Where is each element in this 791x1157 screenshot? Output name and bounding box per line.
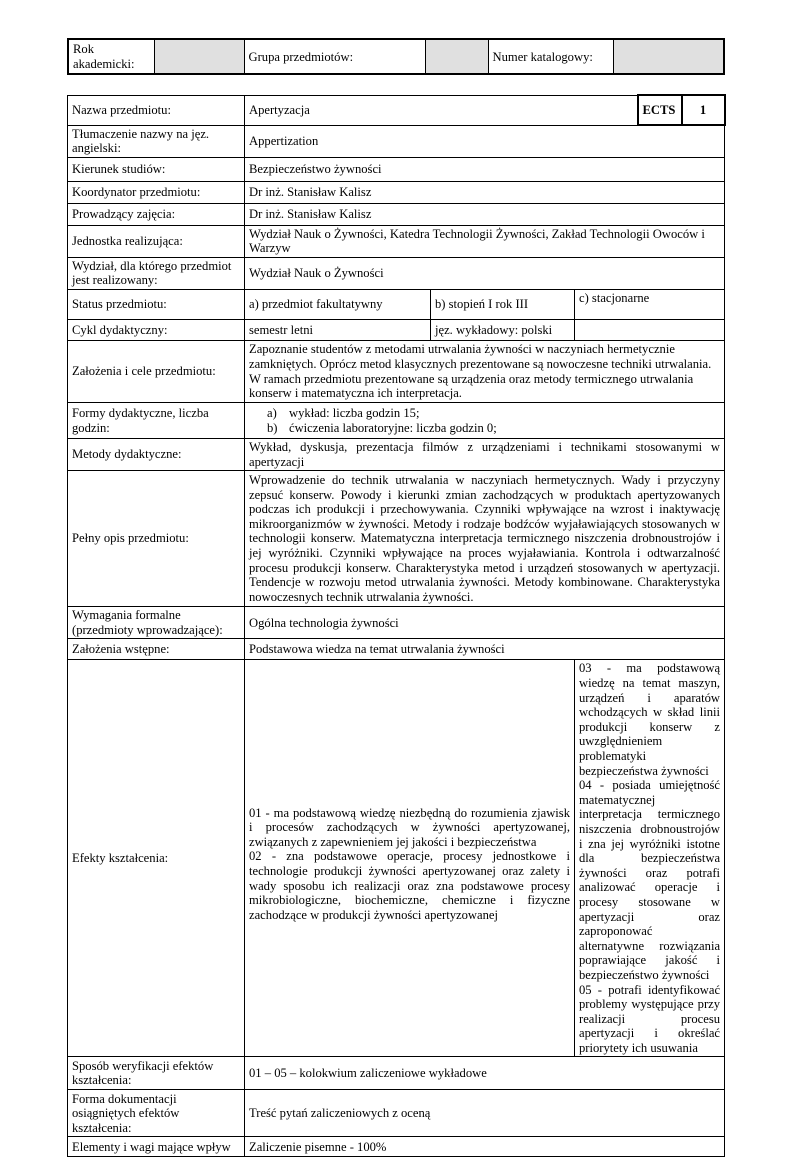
kierunek-value: Bezpieczeństwo żywności [245,157,725,181]
zalozenia-wstepne-label: Założenia wstępne: [68,639,245,660]
efekty-label: Efekty kształcenia: [68,660,245,1057]
grupa-przedmiotow-label: Grupa przedmiotów: [244,39,425,74]
ects-value: 1 [682,95,725,125]
formy-item-text: wykład: liczba godzin 15; [289,405,420,420]
wymagania-value: Ogólna technologia żywności [245,607,725,639]
wydzial-label: Wydział, dla którego przedmiot jest realizowany: [68,257,245,289]
formy-list [249,406,720,435]
row-weryfikacja [68,1057,725,1090]
status-b: b) stopień I rok III [431,290,575,320]
efekt-item: 03 - ma podstawową wiedzę na temat maszyn, urządzeń i aparatów wchodzących w skład linii produkcji konserw z uwzględnieniem problematyki bezpieczeństwa żywności [579,661,721,778]
row-wymagania [68,607,725,639]
row-formy [68,403,725,439]
formy-item-marker: a) [267,405,277,420]
efekt-item: 04 - posiada umiejętność matematycznej interpretacja termicznego niszczenia drobnoustrojów i zna jej wyróżniki istotne dla bezpieczeństwa żywności oraz potrafi analizować operacje i procesy stosowane w apertyzacji oraz zaproponować alternatywne rozwiązania poprawiające jakość i bezpieczeństwo żywności [579,778,721,982]
dokumentacja-label: Forma dokumentacji osiągniętych efektów kształcenia: [68,1090,245,1137]
wydzial-value: Wydział Nauk o Żywności [245,257,725,289]
row-cykl [68,320,725,341]
row-koordynator [68,181,725,203]
row-opis [68,471,725,607]
numer-katalogowy-value [613,39,724,74]
row-metody [68,439,725,471]
tlumaczenie-label: Tłumaczenie nazwy na jęz. angielski: [68,125,245,157]
row-dokumentacja [68,1090,725,1137]
formy-item-text: ćwiczenia laboratoryjne: liczba godzin 0; [289,420,497,435]
nazwa-value: Apertyzacja [245,95,638,125]
weryfikacja-label: Sposób weryfikacji efektów kształcenia: [68,1057,245,1090]
row-elementy [68,1137,725,1157]
efekty-left [245,660,575,1057]
wymagania-label: Wymagania formalne (przedmioty wprowadzające): [68,607,245,639]
row-efekty [68,660,725,1057]
koordynator-value: Dr inż. Stanisław Kalisz [245,181,725,203]
row-jednostka [68,225,725,257]
opis-label: Pełny opis przedmiotu: [68,471,245,607]
formy-item-marker: b) [267,420,278,435]
metody-value: Wykład, dyskusja, prezentacja filmów z urządzeniami i technikami stosowanymi w apertyzacji [245,439,725,471]
cykl-label: Cykl dydaktyczny: [68,320,245,341]
formy-item [269,421,720,436]
row-prowadzacy [68,203,725,225]
zalozenia-cele-label: Założenia i cele przedmiotu: [68,341,245,403]
header-table [67,38,725,75]
row-nazwa [68,95,725,125]
row-kierunek [68,157,725,181]
efekt-item: 02 - zna podstawowe operacje, procesy jednostkowe i technologie produkcji żywności apertyzowanej oraz zalety i wady sposobu ich realizacji oraz zna podstawowe procesy mikrobiologiczne, biochemiczne, chemiczne i fizyczne zachodzące w produkcji żywności apertyzowanej [249,849,570,922]
efekt-item: 05 - potrafi identyfikować problemy występujące przy realizacji procesu apertyzacji i określać priorytety ich usuwania [579,982,721,1055]
efekty-right [575,660,725,1057]
jednostka-value: Wydział Nauk o Żywności, Katedra Technologii Żywności, Zakład Technologii Owoców i Warzyw [245,225,725,257]
jednostka-label: Jednostka realizująca: [68,225,245,257]
row-zalozenia-wstepne [68,639,725,660]
rok-akademicki-value [154,39,244,74]
status-label: Status przedmiotu: [68,290,245,320]
elementy-label: Elementy i wagi mające wpływ [68,1137,245,1157]
status-c: c) stacjonarne [575,290,725,320]
prowadzacy-value: Dr inż. Stanisław Kalisz [245,203,725,225]
formy-item [269,406,720,421]
koordynator-label: Koordynator przedmiotu: [68,181,245,203]
kierunek-label: Kierunek studiów: [68,157,245,181]
status-a: a) przedmiot fakultatywny [245,290,431,320]
grupa-przedmiotow-value [425,39,488,74]
row-tlumaczenie [68,125,725,157]
tlumaczenie-value: Appertization [245,125,725,157]
rok-akademicki-label: Rok akademicki: [68,39,154,74]
row-wydzial [68,257,725,289]
formy-label: Formy dydaktyczne, liczba godzin: [68,403,245,439]
formy-value [245,403,725,439]
dokumentacja-value: Treść pytań zaliczeniowych z oceną [245,1090,725,1137]
weryfikacja-value: 01 – 05 – kolokwium zaliczeniowe wykładowe [245,1057,725,1090]
metody-label: Metody dydaktyczne: [68,439,245,471]
row-status [68,290,725,320]
cykl-jezyk: jęz. wykładowy: polski [431,320,575,341]
zalozenia-cele-value: Zapoznanie studentów z metodami utrwalania żywności w naczyniach hermetycznie zamkniętych. Oprócz metod klasycznych prezentowane są nowoczesne techniki utrwalania. W ramach przedmiotu prezentowane są urządzenia oraz metody termicznego utrwalania konserw i matematyczna ich interpretacja. [245,341,725,403]
opis-value: Wprowadzenie do technik utrwalania w naczyniach hermetycznych. Wady i przyczyny zepsuć konserw. Powody i kierunki zmian zachodzących w produktach apertyzowanych podczas ich produkcji i przechowywania. Czynniki wpływające na wzrost i inaktywację mikroorganizmów w żywności. Metody i rodzaje bodźców wyjaławiających stosowanych w technologii konserw. Matematyczna interpretacja termicznego niszczenia drobnoustrojów i jej wyróżniki. Czynniki wpływające na proces wyjaławiania. Kontrola i odtwarzalność procesu produkcji konserw. Charakterystyka metod i urządzeń stosowanych w apertyzacji. Tendencje w rozwoju metod utrwalania żywności. Metody kombinowane. Charakterystyka nowoczesnych technik utrwalania żywności. [245,471,725,607]
zalozenia-wstepne-value: Podstawowa wiedza na temat utrwalania żywności [245,639,725,660]
course-table [67,94,726,1157]
numer-katalogowy-label: Numer katalogowy: [488,39,613,74]
cykl-semestr: semestr letni [245,320,431,341]
nazwa-label: Nazwa przedmiotu: [68,95,245,125]
ects-label: ECTS [638,95,682,125]
elementy-value: Zaliczenie pisemne - 100% [245,1137,725,1157]
cykl-empty [575,320,725,341]
efekt-item: 01 - ma podstawową wiedzę niezbędną do rozumienia zjawisk i procesów zachodzących w żywności apertyzowanej, związanych z zapewnieniem jej jakości i bezpieczeństwa [249,805,570,849]
prowadzacy-label: Prowadzący zajęcia: [68,203,245,225]
row-zalozenia-cele [68,341,725,403]
